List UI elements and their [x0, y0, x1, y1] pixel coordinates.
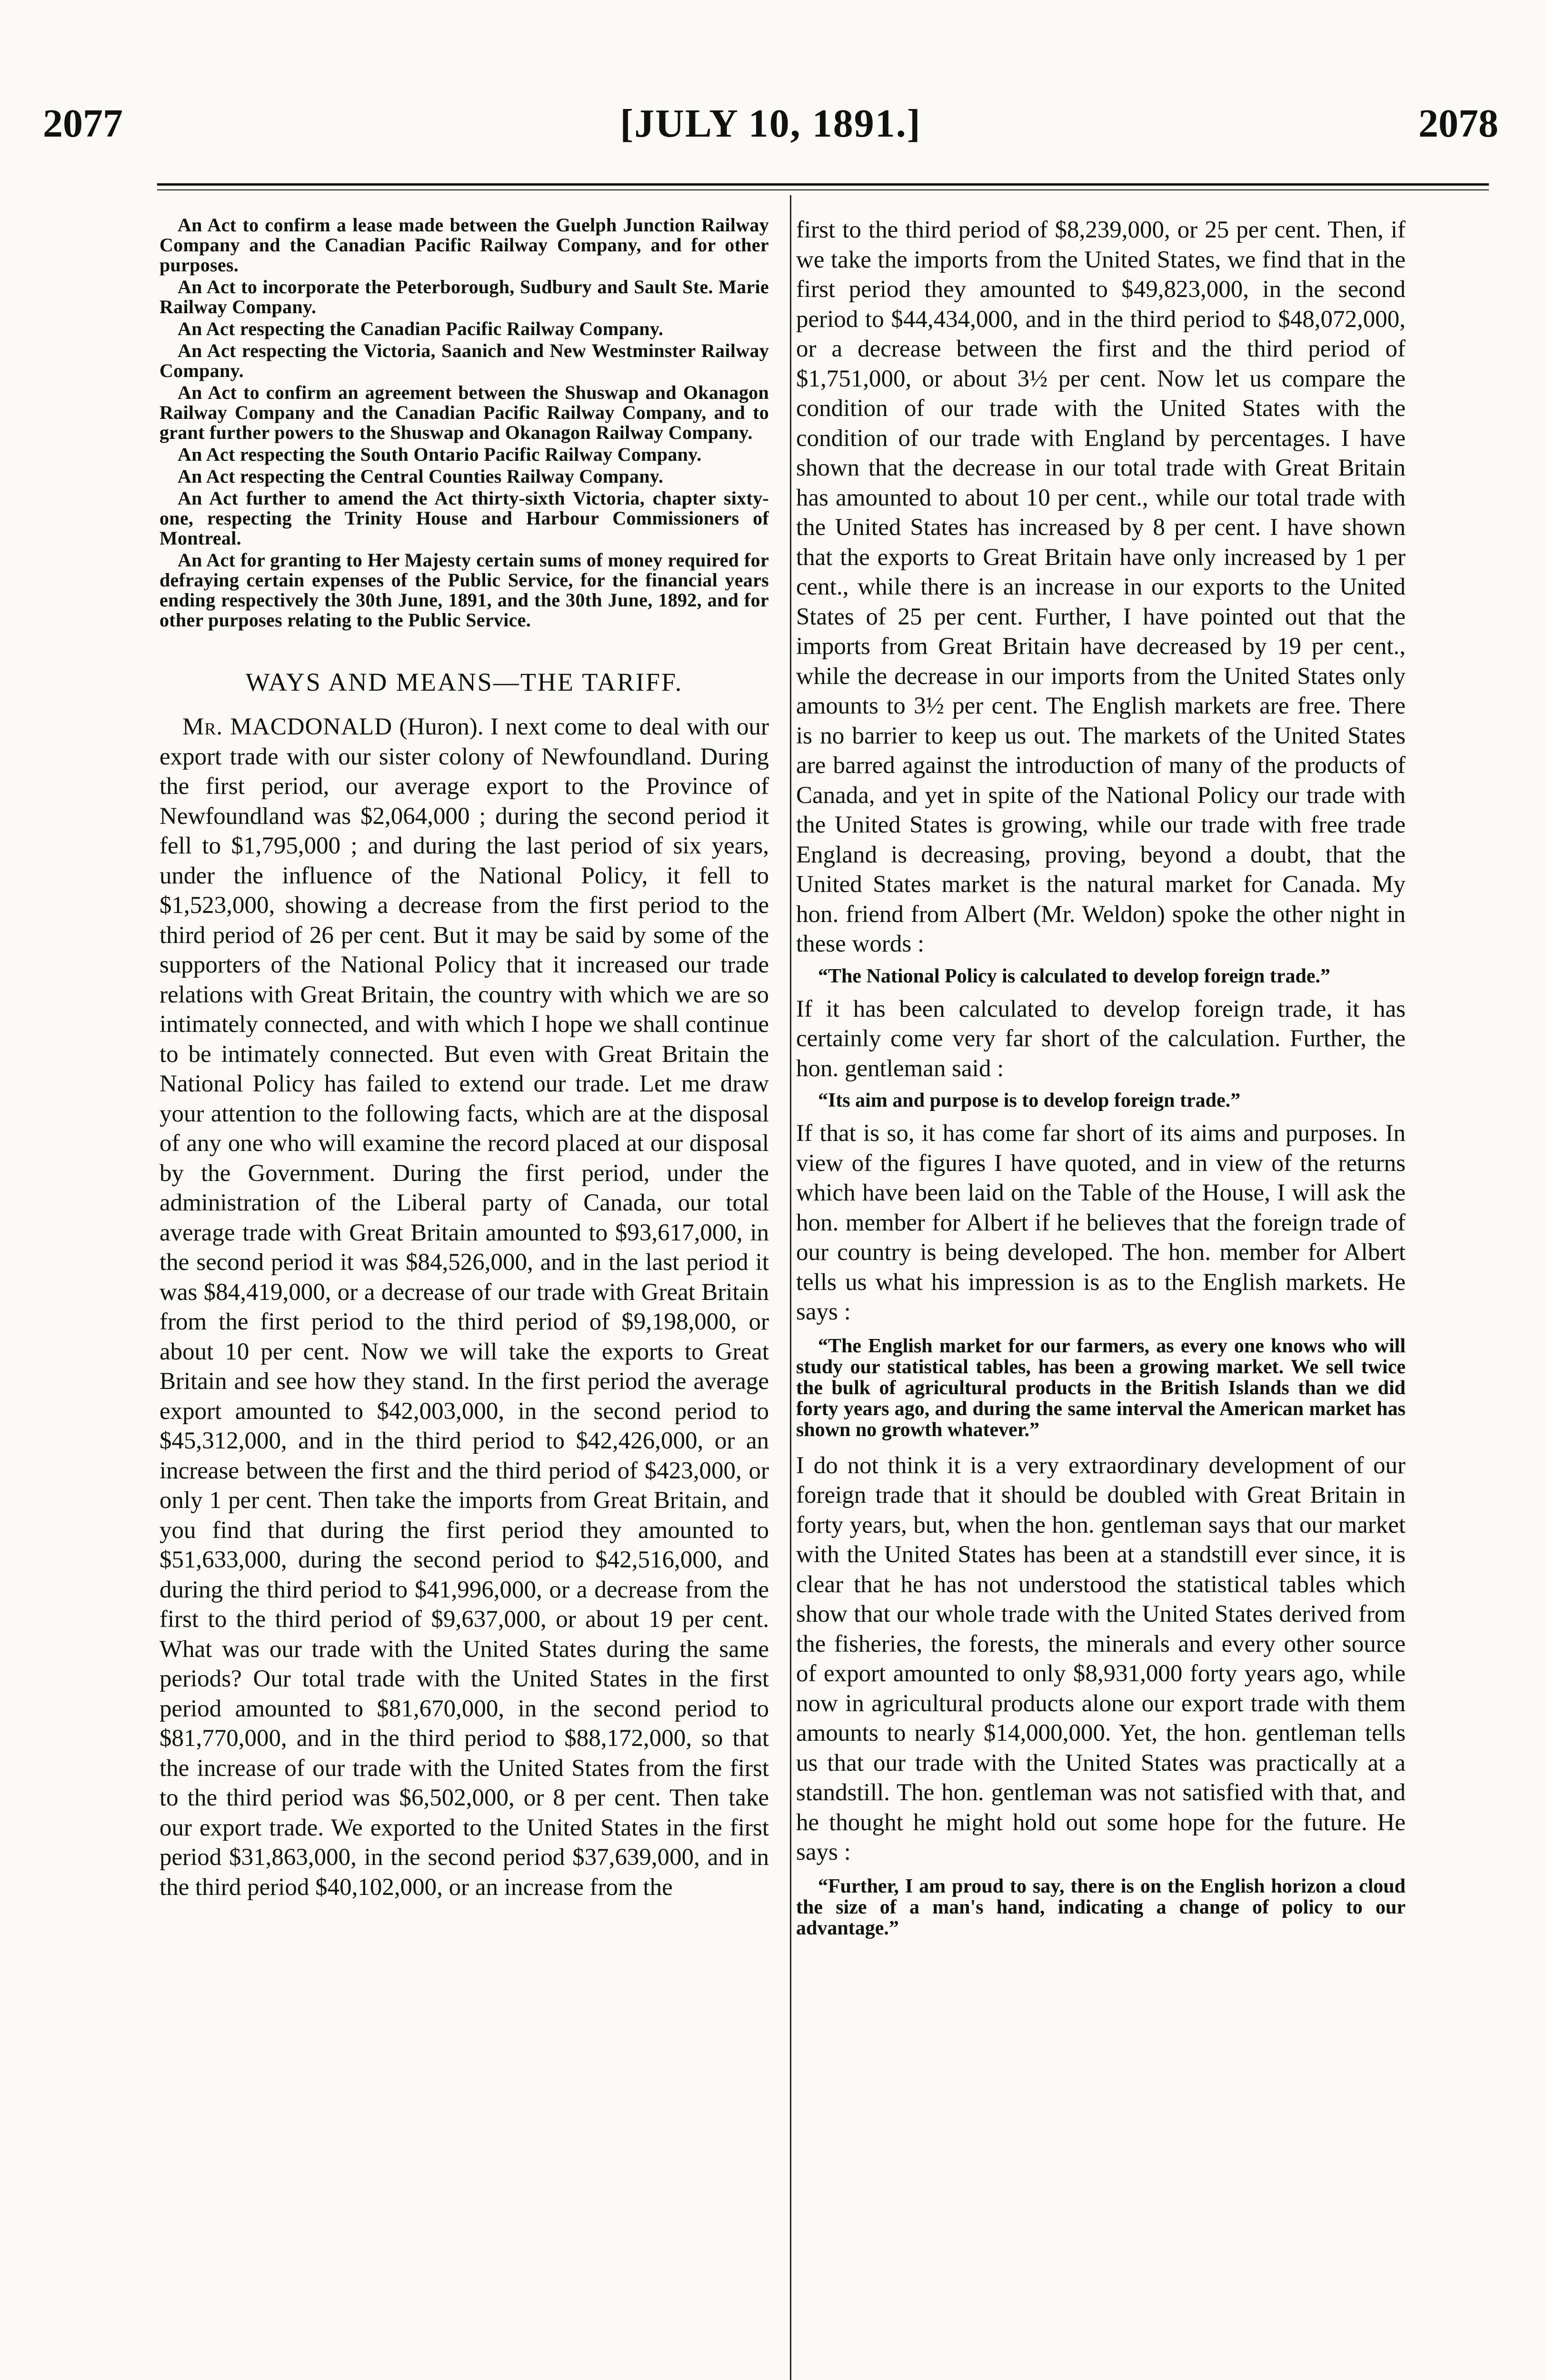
block-quote: “Further, I am proud to say, there is on the English horizon a cloud the size of a man's hand, indicating a change of policy to our advantage.”	[796, 1875, 1406, 1939]
act-item: An Act respecting the South Ontario Pacific Railway Company.	[178, 444, 702, 465]
speech-text: I next come to deal with our export trade with our sister colony of Newfoundland. During the first period, our average export to the Province of Newfoundland was $2,064,000 ; during the second period it fell to $1,795,000 ; and during the last period of six years, under the influence of the National Policy, it fell to $1,523,000, showing a decrease from the first period to the third period of 26 per cent. But it may be said by some of the supporters of the National Policy that it increased our trade relations with Great Britain, the country with which we are so intimately connected, and with which I hope we shall continue to be intimately connected. But even with Great Britain the National Policy has failed to extend our trade. Let me draw your attention to the following facts, which are at the disposal of any one who will examine the record placed at our disposal by the Government. During the first period, under the administration of the Liberal party of Canada, our total average trade with Great Britain amounted to $93,617,000, in the second period it was $84,526,000, and in the last period it was $84,419,000, or a decrease of our trade with Great Britain from the first period to the third period of $9,198,000, or about 10 per cent. Now we will take the exports to Great Britain and see how they stand. In the first period the average export amounted to $42,003,000, in the second period to $45,312,000, and in the third period to $42,426,000, or an increase between the first and the third period of $423,000, or only 1 per cent. Then take the imports from Great Britain, and you find that during the first period they amounted to $51,633,000, during the second period to $42,516,000, and during the third period to $41,996,000, or a decrease from the first to the third period of $9,637,000, or about 19 per cent. What was our trade with the United States during the same periods? Our total trade with the United States in the first period amounted to $81,670,000, in the second period to $81,770,000, and in the third period to $88,172,000, so that the increase of our trade with the United States from the first to the third period was $6,502,000, or 8 per cent. Then take our export trade. We exported to the United States in the first period $31,863,000, in the second period $37,639,000, and in the third period $40,102,000, or an increase from the	[160, 714, 769, 1901]
act-item: An Act further to amend the Act thirty-sixth Victoria, chapter sixty-one, respecting the Trinity House and Harbour Commissioners of Montreal.	[160, 487, 769, 549]
act-item: An Act to incorporate the Peterborough, Sudbury and Sault Ste. Marie Railway Company.	[160, 276, 769, 317]
act-item: An Act to confirm a lease made between the Guelph Junction Railway Company and the Canadian Pacific Railway Company, and for other purposes.	[160, 215, 769, 276]
page-number-left: 2077	[43, 101, 123, 146]
acts-list	[160, 215, 769, 630]
header-rule-thin	[157, 189, 1489, 190]
left-column	[160, 215, 769, 2380]
act-item: An Act respecting the Victoria, Saanich and New Westminster Railway Company.	[160, 340, 769, 381]
act-item: An Act respecting the Central Counties Railway Company.	[178, 466, 664, 487]
act-item: An Act respecting the Canadian Pacific Railway Company.	[178, 318, 664, 339]
page-date: [JULY 10, 1891.]	[620, 101, 921, 146]
block-quote: “Its aim and purpose is to develop foreign trade.”	[818, 1090, 1241, 1111]
paragraph: If that is so, it has come far short of its aims and purposes. In view of the figures I have quoted, and in view of the returns which have been laid on the Table of the House, I will ask the hon. member for Albert if he believes that the foreign trade of our country is being developed. The hon. member for Albert tells us what his impression is as to the English markets. He says :	[796, 1120, 1406, 1325]
block-quote: “The English market for our farmers, as every one knows who will study our statistical tables, has been a growing market. We sell twice the bulk of agricultural products in the British Islands than we did forty years ago, and during the same interval the American market has shown no growth whatever.”	[796, 1335, 1406, 1441]
column-divider	[790, 195, 791, 2380]
speaker-name: Mr. MACDONALD	[182, 714, 393, 740]
speech-paragraph	[160, 712, 769, 1902]
paragraph: I do not think it is a very extraordinary development of our foreign trade that it should be doubled with Great Britain in forty years, but, when the hon. gentleman says that our market with the United States has been at a standstill ever since, it is clear that he has not understood the statistical tables which show that our whole trade with the United States derived from the fisheries, the forests, the minerals and every other source of export amounted to only $8,931,000 forty years ago, while now in agricultural products alone our export trade with them amounts to nearly $14,000,000. Yet, the hon. gentleman tells us that our trade with the United States was practically at a standstill. The hon. gentleman was not satisfied with that, and he thought he might hold out some hope for the future. He says :	[796, 1452, 1406, 1865]
block-quote: “The National Policy is calculated to develop foreign trade.”	[818, 965, 1330, 987]
paragraph: If it has been calculated to develop foreign trade, it has certainly come very far short of the calculation. Further, the hon. gentleman said :	[796, 995, 1406, 1082]
act-item: An Act for granting to Her Majesty certain sums of money required for defraying certain expenses of the Public Service, for the financial years ending respectively the 30th June, 1891, and the 30th June, 1892, and for other purposes relating to the Public Service.	[160, 549, 769, 631]
paragraph-continued: first to the third period of $8,239,000, or 25 per cent. Then, if we take the imports from the United States, we find that in the first period they amounted to $49,823,000, in the second period to $44,434,000, and in the third period to $48,072,000, or a decrease between the first and the third period of $1,751,000, or about 3½ per cent. Now let us compare the condition of our trade with the United States with the condition of our trade with England by percentages. I have shown that the decrease in our total trade with Great Britain has amounted to about 10 per cent., while our total trade with the United States has increased by 8 per cent. I have shown that the exports to Great Britain have only increased by 1 per cent., while there is an increase in our exports to the United States of 25 per cent. Further, I have pointed out that the imports from Great Britain have decreased by 19 per cent., while the decrease in our imports from the United States only amounts to 3½ per cent. The English markets are free. There is no barrier to keep us out. The markets of the United States are barred against the introduction of many of the products of Canada, and yet in spite of the National Policy our trade with the United States is growing, while our trade with free trade England is decreasing, proving, beyond a doubt, that the United States market is the natural market for Canada. My hon. friend from Albert (Mr. Weldon) spoke the other night in these words :	[796, 217, 1406, 957]
section-heading: WAYS AND MEANS—THE TARIFF.	[245, 668, 683, 696]
right-column	[796, 215, 1406, 2380]
act-item: An Act to confirm an agreement between the Shuswap and Okanagon Railway Company and the Canadian Pacific Railway Company, and to grant further powers to the Shuswap and Okanagon Railway Company.	[160, 382, 769, 443]
speaker-riding: (Huron).	[399, 714, 484, 740]
page-number-right: 2078	[1418, 101, 1498, 146]
header-rule-thick	[157, 183, 1489, 186]
page-header	[43, 98, 1498, 150]
